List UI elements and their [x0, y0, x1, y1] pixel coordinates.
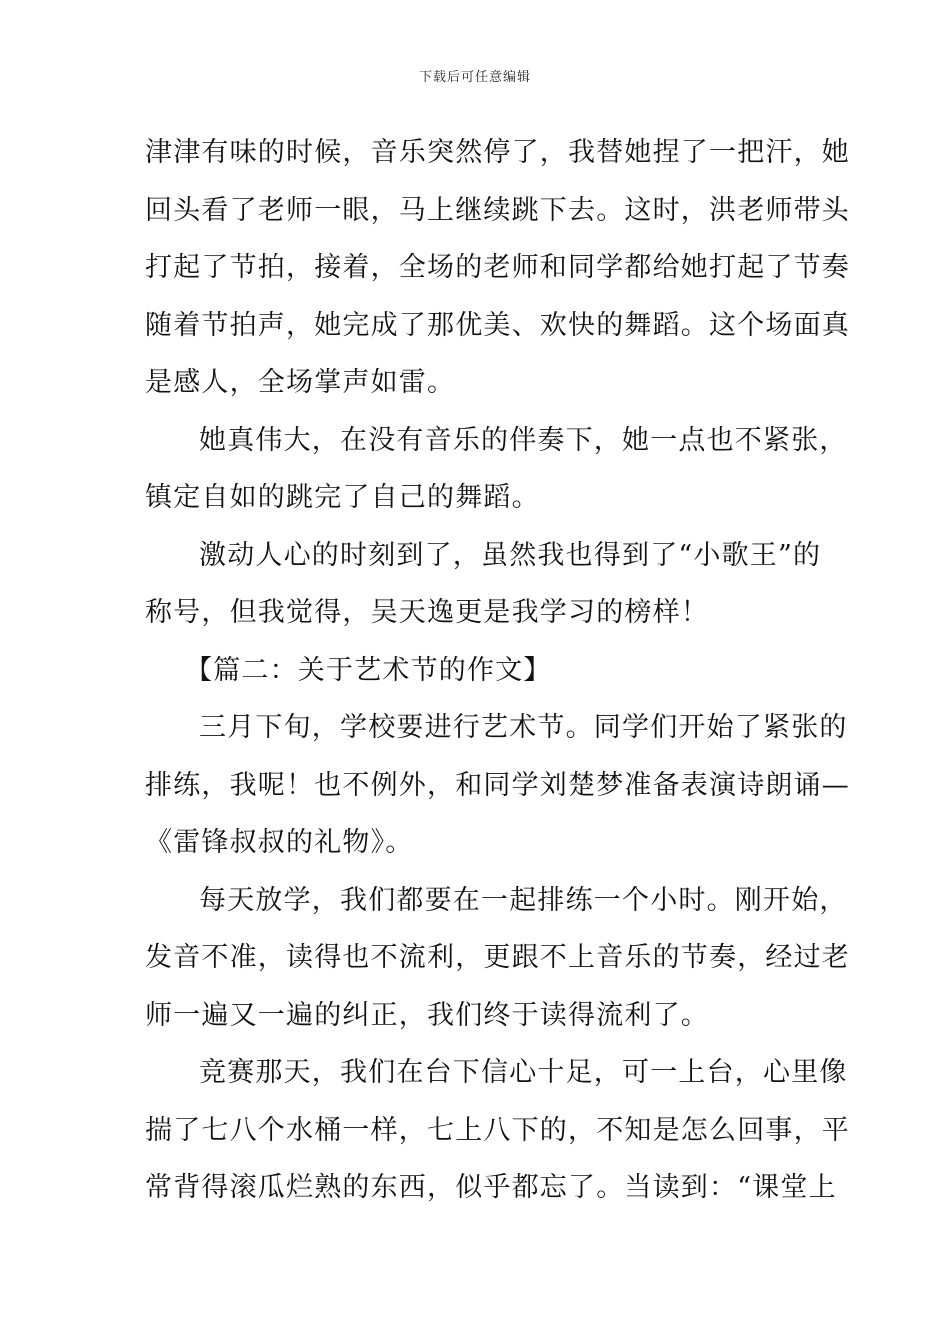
text-line: 镇定自如的跳完了自己的舞蹈。 [145, 482, 540, 513]
text-line: 发音不准，读得也不流利，更跟不上音乐的节奏，经过老 [145, 942, 850, 973]
text-line: 排练，我呢！也不例外，和同学刘楚梦准备表演诗朗诵— [145, 769, 850, 801]
paragraph-first-line: 激动人心的时刻到了，虽然我也得到了“小歌王”的 [199, 539, 822, 571]
paragraph-first-line: 每天放学，我们都要在一起排练一个小时。刚开始， [199, 884, 848, 916]
text-line: 《雷锋叔叔的礼物》。 [145, 827, 414, 858]
paragraph-first-line: 她真伟大，在没有音乐的伴奏下，她一点也不紧张， [199, 424, 848, 456]
text-line: 常背得滚瓜烂熟的东西，似乎都忘了。当读到：“课堂上 [145, 1172, 837, 1203]
paragraph-first-line: 三月下旬，学校要进行艺术节。同学们开始了紧张的 [199, 712, 848, 743]
text-line: 津津有味的时候，音乐突然停了，我替她捏了一把汗，她 [145, 137, 850, 168]
text-line: 是感人，全场掌声如雷。 [145, 367, 456, 398]
text-line: 称号，但我觉得，吴天逸更是我学习的榜样！ [145, 597, 709, 628]
text-line: 回头看了老师一眼，马上继续跳下去。这时，洪老师带头 [145, 194, 850, 226]
section-heading: 【篇二：关于艺术节的作文】 [185, 654, 552, 686]
document-body [145, 124, 850, 1217]
text-line: 师一遍又一遍的纠正，我们终于读得流利了。 [145, 999, 709, 1031]
paragraph-first-line: 竞赛那天，我们在台下信心十足，可一上台，心里像 [199, 1057, 848, 1088]
text-line: 揣了七八个水桶一样，七上八下的，不知是怎么回事，平 [145, 1114, 850, 1146]
text-line: 随着节拍声，她完成了那优美、欢快的舞蹈。这个场面真 [145, 309, 850, 341]
text-line: 打起了节拍，接着，全场的老师和同学都给她打起了节奏 [145, 252, 850, 283]
page-header: 下载后可任意编辑 [418, 70, 531, 85]
